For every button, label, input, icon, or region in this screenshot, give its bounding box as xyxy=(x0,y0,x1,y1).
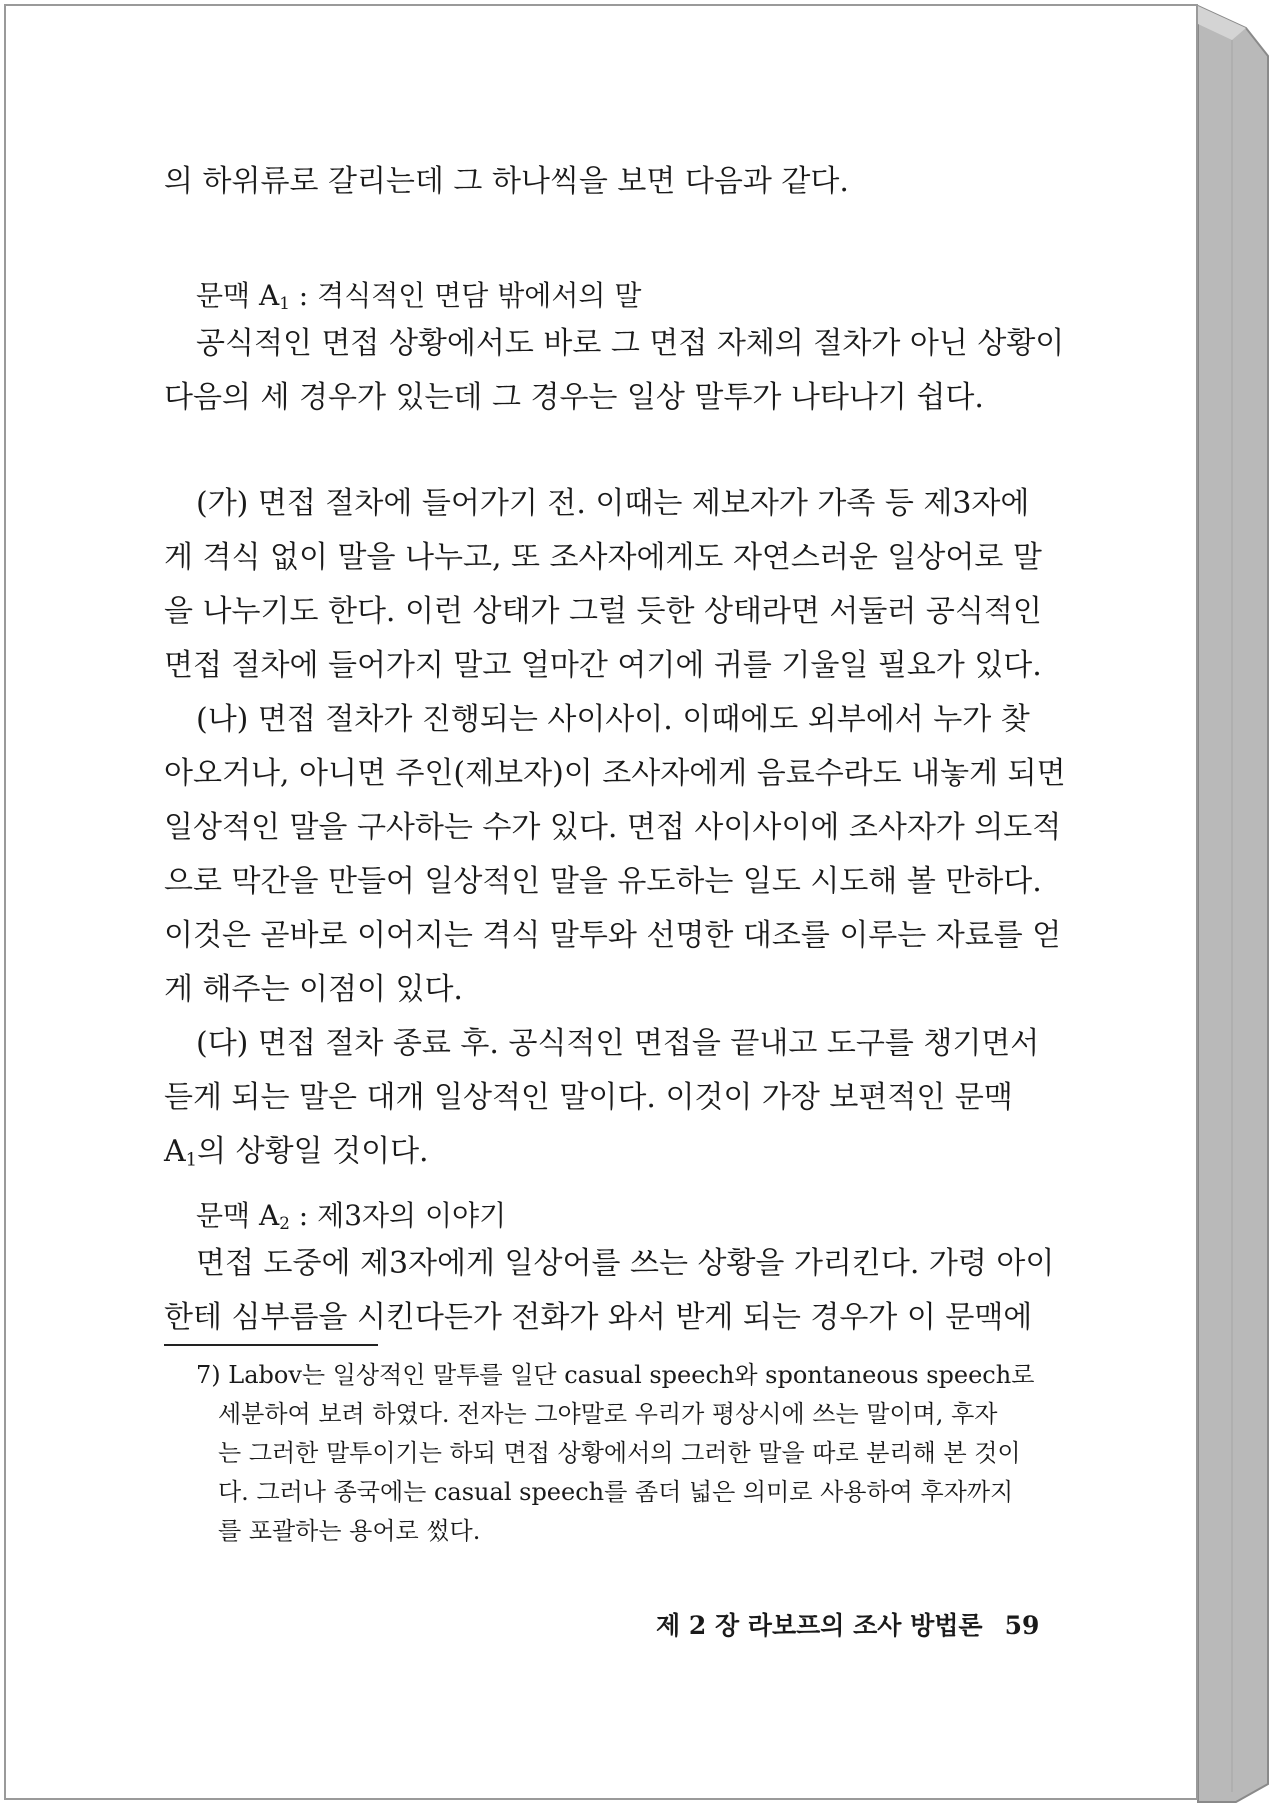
running-footer xyxy=(656,1608,1039,1644)
body-line: 이것은 곧바로 이어지는 격식 말투와 선명한 대조를 이루는 자료를 얻 xyxy=(164,918,1062,953)
page xyxy=(4,4,1198,1800)
section-heading-a2 xyxy=(196,1196,506,1243)
list-item-na: (나) 면접 절차가 진행되는 사이사이. 이때에도 외부에서 누가 찾 xyxy=(196,702,1030,737)
page-number: 59 xyxy=(1004,1611,1040,1640)
body-line xyxy=(164,1132,429,1181)
body-line: 아오거나, 아니면 주인(제보자)이 조사자에게 음료수라도 내놓게 되면 xyxy=(164,756,1066,791)
context-subscript: 1 xyxy=(185,1149,198,1171)
list-item-da: (다) 면접 절차 종료 후. 공식적인 면접을 끝내고 도구를 챙기면서 xyxy=(196,1026,1040,1061)
body-line: 으로 막간을 만들어 일상적인 말을 유도하는 일도 시도해 볼 만하다. xyxy=(164,864,1042,899)
section-heading-a1 xyxy=(196,276,641,323)
body-line: 면접 도중에 제3자에게 일상어를 쓰는 상황을 가리킨다. 가령 아이 xyxy=(196,1246,1055,1281)
heading-rest: : 제3자의 이야기 xyxy=(289,1199,507,1232)
body-line: 한테 심부름을 시킨다든가 전화가 와서 받게 되는 경우가 이 문맥에 xyxy=(164,1300,1033,1335)
heading-subscript: 2 xyxy=(279,1213,290,1234)
chapter-title: 제 2 장 라보프의 조사 방법론 xyxy=(656,1611,983,1640)
body-line: 게 격식 없이 말을 나누고, 또 조사자에게도 자연스러운 일상어로 말 xyxy=(164,540,1042,575)
heading-prefix: 문맥 A xyxy=(196,279,280,312)
body-line: 듣게 되는 말은 대개 일상적인 말이다. 이것이 가장 보편적인 문맥 xyxy=(164,1080,1013,1115)
footnote-line: 다. 그러나 종국에는 casual speech를 좀더 넓은 의미로 사용하여 후자까지 xyxy=(218,1478,1014,1506)
body-text: 의 상황일 것이다. xyxy=(197,1134,429,1169)
body-line: 게 해주는 이점이 있다. xyxy=(164,972,463,1007)
footnote-line: 를 포괄하는 용어로 썼다. xyxy=(218,1517,481,1545)
body-line: 을 나누기도 한다. 이런 상태가 그럴 듯한 상태라면 서둘러 공식적인 xyxy=(164,594,1042,629)
footnote-line: 세분하여 보려 하였다. 전자는 그야말로 우리가 평상시에 쓰는 말이며, 후자 xyxy=(218,1400,998,1428)
body-line: 일상적인 말을 구사하는 수가 있다. 면접 사이사이에 조사자가 의도적 xyxy=(164,810,1062,845)
heading-subscript: 1 xyxy=(279,293,290,314)
body-line: 다음의 세 경우가 있는데 그 경우는 일상 말투가 나타나기 쉽다. xyxy=(164,380,984,415)
body-line: 의 하위류로 갈리는데 그 하나씩을 보면 다음과 같다. xyxy=(164,164,849,199)
footnote-rule xyxy=(164,1344,378,1346)
heading-rest: : 격식적인 면담 밖에서의 말 xyxy=(289,279,642,312)
footnote-line: 7) Labov는 일상적인 말투를 일단 casual speech와 spontaneous speech로 xyxy=(196,1361,1035,1389)
footnote-line: 는 그러한 말투이기는 하되 면접 상황에서의 그러한 말을 따로 분리해 본 것이 xyxy=(218,1439,1021,1467)
body-line: 공식적인 면접 상황에서도 바로 그 면접 자체의 절차가 아닌 상황이 xyxy=(196,326,1065,361)
context-prefix: A xyxy=(164,1134,186,1169)
body-line: 면접 절차에 들어가지 말고 얼마간 여기에 귀를 기울일 필요가 있다. xyxy=(164,648,1042,683)
list-item-ga: (가) 면접 절차에 들어가기 전. 이때는 제보자가 가족 등 제3자에 xyxy=(196,486,1030,521)
heading-prefix: 문맥 A xyxy=(196,1199,280,1232)
